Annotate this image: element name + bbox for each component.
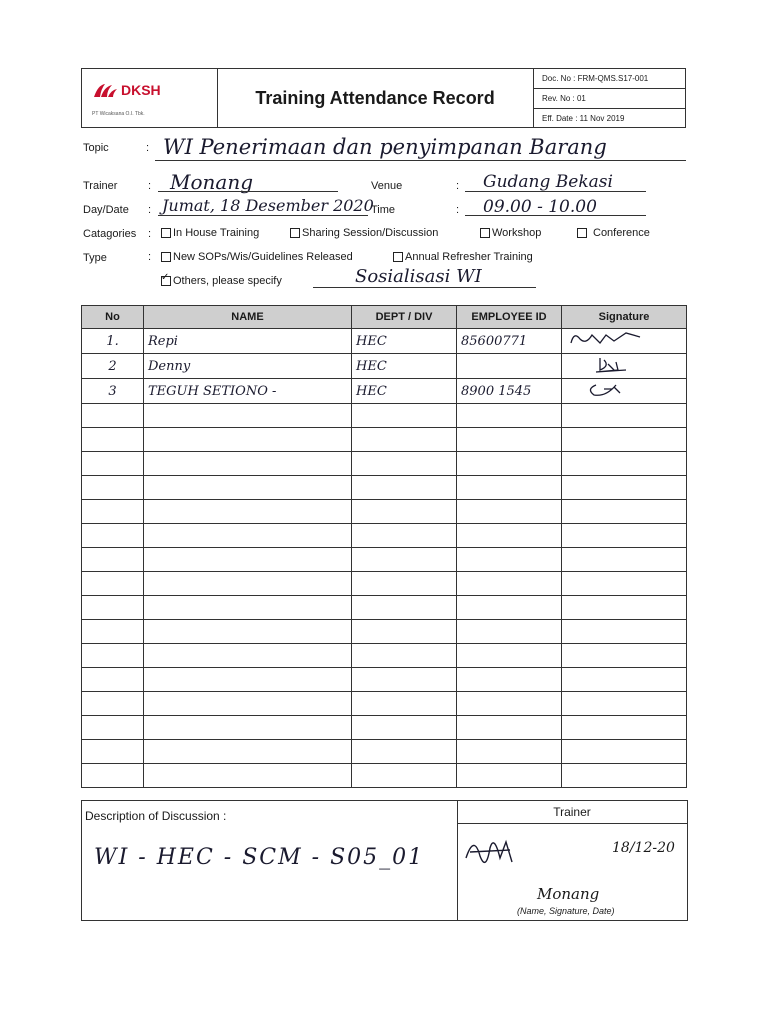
table-row: [82, 668, 687, 692]
row-employee-id: 85600771: [457, 329, 562, 354]
table-header-row: [82, 306, 687, 329]
venue-value: Gudang Bekasi: [483, 172, 613, 192]
table-row: [82, 596, 687, 620]
table-row: [82, 524, 687, 548]
type-others-value: Sosialisasi WI: [355, 266, 482, 287]
document-title: Training Attendance Record: [217, 69, 534, 127]
type-others[interactable]: [161, 275, 282, 287]
document-meta: [534, 69, 685, 127]
row-dept: HEC: [352, 379, 457, 404]
category-workshop-label: Workshop: [492, 227, 542, 239]
checkbox-sharing[interactable]: [290, 228, 300, 238]
signature-3-icon: [566, 379, 646, 399]
row-name: Denny: [144, 354, 352, 379]
topic-value: WI Penerimaan dan penyimpanan Barang: [163, 135, 607, 159]
table-row: [82, 716, 687, 740]
discussion-cell: [82, 801, 458, 920]
category-workshop[interactable]: [480, 227, 541, 239]
table-row: [82, 354, 687, 379]
header-dept: DEPT / DIV: [352, 306, 457, 329]
time-line: [465, 215, 646, 216]
table-row: [82, 428, 687, 452]
table-row: [82, 379, 687, 404]
row-signature: [562, 329, 687, 354]
topic-line: [155, 160, 686, 161]
row-signature: [562, 379, 687, 404]
trainer-value: Monang: [170, 170, 254, 194]
row-name: Repi: [144, 329, 352, 354]
daydate-label: Day/Date: [83, 204, 129, 216]
table-row: [82, 404, 687, 428]
table-row: [82, 500, 687, 524]
category-in-house-label: In House Training: [173, 227, 260, 239]
categories-colon: :: [148, 228, 152, 240]
row-dept: HEC: [352, 329, 457, 354]
trainer-line: [158, 191, 338, 192]
header-no: No: [82, 306, 144, 329]
category-sharing[interactable]: [290, 227, 438, 239]
logo-cell: [82, 69, 218, 127]
header-employee-id: EMPLOYEE ID: [457, 306, 562, 329]
category-sharing-label: Sharing Session/Discussion: [302, 227, 439, 239]
checkbox-new-sops[interactable]: [161, 252, 171, 262]
row-name: TEGUH SETIONO -: [144, 379, 352, 404]
topic-colon: :: [146, 142, 150, 154]
time-label: Time: [371, 204, 396, 216]
time-value: 09.00 - 10.00: [483, 197, 597, 217]
table-row: [82, 572, 687, 596]
signature-2-icon: [566, 354, 646, 374]
type-colon: :: [148, 251, 152, 263]
table-row: [82, 764, 687, 788]
form-header: [81, 68, 686, 128]
discussion-label: Description of Discussion :: [85, 809, 227, 823]
table-row: [82, 329, 687, 354]
signature-1-icon: [566, 329, 646, 349]
table-row: [82, 644, 687, 668]
trainer-heading: Trainer: [457, 801, 687, 824]
type-others-label: Others, please specify: [173, 275, 282, 287]
topic-label: Topic: [83, 142, 109, 154]
venue-label: Venue: [371, 180, 403, 192]
daydate-value: Jumat, 18 Desember 2020: [162, 196, 374, 215]
table-row: [82, 740, 687, 764]
row-employee-id: [457, 354, 562, 379]
categories-label: Catagories: [83, 228, 137, 240]
type-others-line: [313, 287, 536, 288]
table-row: [82, 548, 687, 572]
table-row: [82, 620, 687, 644]
row-employee-id: 8900 1545: [457, 379, 562, 404]
row-signature: [562, 354, 687, 379]
trainer-label: Trainer: [83, 180, 118, 192]
header-signature: Signature: [562, 306, 687, 329]
venue-line: [465, 191, 646, 192]
checkbox-conference[interactable]: [577, 228, 587, 238]
trainer-date: 18/12-20: [612, 840, 675, 856]
checkbox-others[interactable]: [161, 276, 171, 286]
table-row: [82, 452, 687, 476]
header-name: NAME: [144, 306, 352, 329]
daydate-line: [158, 215, 368, 216]
category-conference[interactable]: [577, 227, 650, 239]
table-row: [82, 692, 687, 716]
venue-colon: :: [456, 180, 460, 192]
checkbox-refresher[interactable]: [393, 252, 403, 262]
discussion-value: WI - HEC - SCM - S05_01: [94, 845, 425, 870]
daydate-colon: :: [148, 204, 152, 216]
time-colon: :: [456, 204, 460, 216]
trainer-name: Monang: [537, 885, 600, 903]
row-no: 2: [82, 354, 144, 379]
brand-name: DKSH: [121, 82, 161, 98]
brand-subtitle: PT Wicaksana O.I. Tbk.: [92, 111, 145, 117]
row-no: 3: [82, 379, 144, 404]
trainer-colon: :: [148, 180, 152, 192]
dksh-logo-icon: [92, 81, 118, 101]
row-dept: HEC: [352, 354, 457, 379]
effective-date: Eff. Date : 11 Nov 2019: [542, 114, 625, 123]
doc-number: Doc. No : FRM-QMS.S17-001: [534, 69, 685, 89]
trainer-signature-icon: [460, 828, 520, 878]
type-refresher-label: Annual Refresher Training: [405, 251, 533, 263]
category-conference-label: Conference: [593, 227, 650, 239]
row-no: 1.: [82, 329, 144, 354]
type-new-sops-label: New SOPs/Wis/Guidelines Released: [173, 251, 353, 263]
checkbox-in-house[interactable]: [161, 228, 171, 238]
type-new-sops[interactable]: [161, 251, 353, 263]
checkbox-workshop[interactable]: [480, 228, 490, 238]
table-row: [82, 476, 687, 500]
revision-number: Rev. No : 01: [534, 89, 685, 109]
type-label: Type: [83, 252, 107, 264]
type-refresher[interactable]: [393, 251, 533, 263]
attendance-table: [81, 305, 687, 788]
category-in-house[interactable]: [161, 227, 259, 239]
trainer-note: (Name, Signature, Date): [517, 906, 615, 916]
